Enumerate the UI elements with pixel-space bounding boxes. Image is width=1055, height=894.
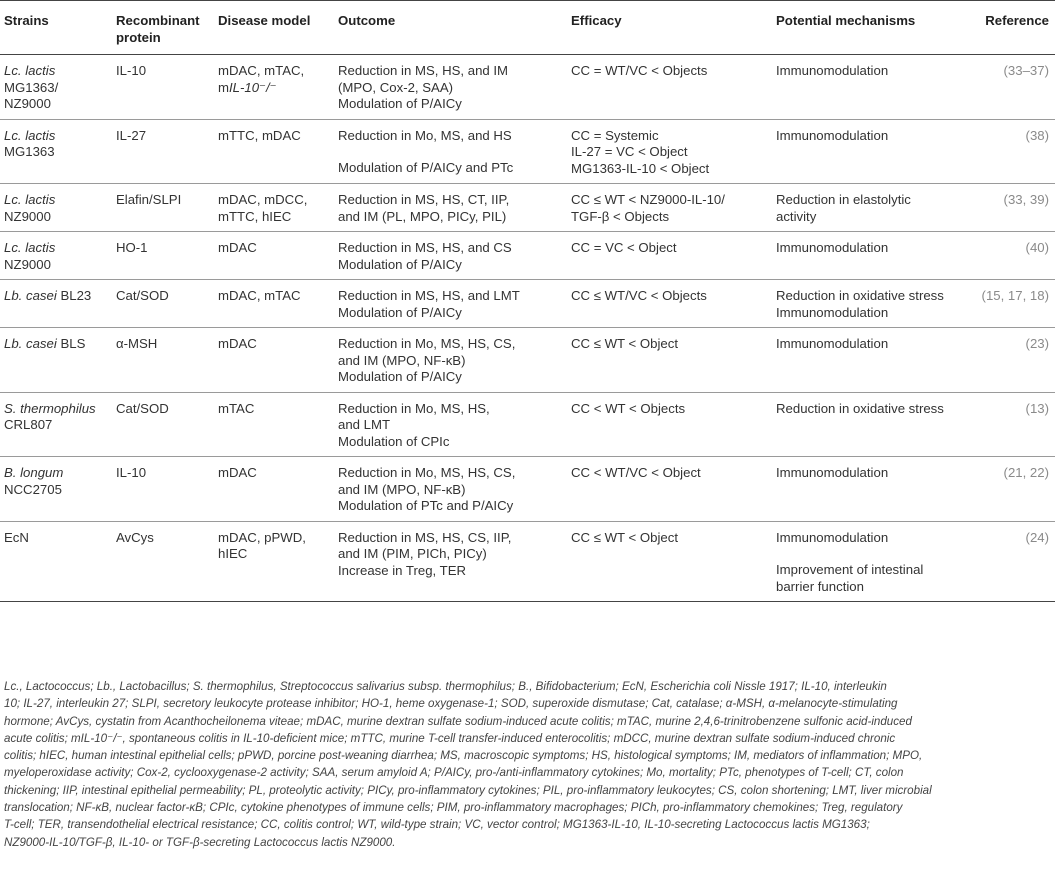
outcome-line: and IM (PL, MPO, PICy, PIL): [338, 208, 507, 224]
efficacy-line: MG1363-IL-10 < Object: [571, 160, 710, 176]
mechanism-line: Reduction in oxidative stress: [776, 288, 944, 303]
protein-line: IL-27: [116, 127, 147, 143]
footnote-line: colitis; hIEC, human intestinal epithelial cells; pPWD, porcine post-weaning diarrhea; MS, macroscopic symptoms; HS, histological symptoms; IM, mediators of inflammation; MPO,: [4, 749, 923, 763]
outcome-cell: [334, 184, 567, 232]
reference-cell: [970, 232, 1055, 280]
footnote-line: myeloperoxidase activity; Cox-2, cyclooxygenase-2 activity; SAA, serum amyloid A; P/AICy, pro-/anti-inflammatory cytokines; Mo, mortality; PTc, phenotypes of T-cell; CT, colon: [4, 766, 904, 780]
table-row: [0, 119, 1055, 184]
reference-cell: [970, 328, 1055, 393]
efficacy-line: CC ≤ WT/VC < Objects: [571, 288, 707, 303]
footnote-line: acute colitis; mIL-10⁻/⁻, spontaneous colitis in IL-10-deficient mice; mTTC, murine T-cell transfer-induced enterocolitis; mDCC, murine dextran sulfate sodium-induced chronic: [4, 731, 896, 745]
mechanism-line: Reduction in elastolytic: [776, 192, 911, 207]
protein-cell: [112, 55, 214, 120]
strain-cell: [0, 280, 112, 328]
outcome-line: Reduction in MS, HS, and CS: [338, 240, 512, 255]
table-footnote: [4, 678, 1049, 851]
outcome-line: Modulation of P/AICy: [338, 96, 462, 111]
mechanism-line: Immunomodulation: [776, 529, 889, 545]
mechanism-cell: [772, 119, 970, 184]
reference-cell: [970, 55, 1055, 120]
header-row: [0, 1, 1055, 55]
efficacy-cell: [567, 119, 772, 184]
protein-cell: [112, 521, 214, 602]
efficacy-line: CC ≤ WT < NZ9000-IL-10/: [571, 192, 725, 207]
outcome-line: and IM (MPO, NF-κB): [338, 352, 466, 368]
mechanism-cell: [772, 184, 970, 232]
strain-line: Lb. casei BL23: [4, 288, 92, 303]
outcome-line: Modulation of PTc and P/AICy: [338, 498, 514, 513]
strain-line: Lc. lactis: [4, 127, 56, 143]
disease-model-cell: [214, 119, 334, 184]
mechanism-cell: [772, 521, 970, 602]
mechanism-cell: [772, 457, 970, 522]
mechanism-line: Immunomodulation: [776, 304, 889, 320]
efficacy-line: CC = Systemic: [571, 127, 659, 143]
footnote-line: thickening; IIP, intestinal epithelial permeability; PL, proteolytic activity; PICy, pro-inflammatory cytokines; PIL, pro-inflammatory leukocytes; CS, colon shortening; LMT, liver microbial: [4, 783, 932, 797]
mechanism-line: barrier function: [776, 578, 864, 594]
disease-model-cell: [214, 521, 334, 602]
disease-model-cell: [214, 184, 334, 232]
reference-line: (15, 17, 18): [981, 288, 1049, 303]
outcome-line: Reduction in Mo, MS, and HS: [338, 127, 512, 143]
efficacy-line: CC ≤ WT < Object: [571, 336, 679, 351]
footnote-line: Lc., Lactococcus; Lb., Lactobacillus; S. thermophilus, Streptococcus salivarius subsp. thermophilus; B., Bifidobacterium; EcN, Escherichia coli Nissle 1917; IL-10, interleukin: [4, 680, 887, 693]
protein-line: IL-10: [116, 465, 147, 480]
outcome-cell: [334, 280, 567, 328]
disease-model-line: mTAC: [218, 400, 255, 416]
table-row: [0, 457, 1055, 522]
disease-model-cell: [214, 55, 334, 120]
disease-model-line: mDAC: [218, 336, 257, 351]
reference-line: (40): [1025, 240, 1049, 255]
disease-model-cell: [214, 328, 334, 393]
table-row: [0, 392, 1055, 457]
disease-model-cell: [214, 280, 334, 328]
disease-model-line: mIL-10⁻/⁻: [218, 79, 277, 95]
strain-line: EcN: [4, 529, 29, 545]
strain-line: Lc. lactis: [4, 192, 56, 207]
protein-line: HO-1: [116, 240, 148, 255]
disease-model-line: mDAC: [218, 240, 257, 255]
header-reference: Reference: [985, 13, 1049, 28]
mechanism-line: Improvement of intestinal: [776, 562, 924, 577]
strain-line: MG1363/: [4, 79, 59, 95]
outcome-line: and IM (PIM, PICh, PICy): [338, 546, 487, 561]
strain-line: B. longum: [4, 465, 64, 480]
footnote-line: T-cell; TER, transendothelial electrical resistance; CC, colitis control; WT, wild-type strain; VC, vector control; MG1363-IL-10, IL-10-secreting Lactococcus lactis MG1363;: [4, 818, 870, 832]
disease-model-cell: [214, 232, 334, 280]
disease-model-line: mDAC, mDCC,: [218, 192, 308, 207]
strain-cell: [0, 184, 112, 232]
footnote-line: NZ9000-IL-10/TGF-β, IL-10- or TGF-β-secreting Lactococcus lactis NZ9000.: [4, 835, 396, 849]
footnote-line: translocation; NF-κB, nuclear factor-κB; CPIc, cytokine phenotypes of immune cells; PIM, pro-inflammatory macrophages; PICh, pro-inflammatory chemokines; Treg, regulatory: [4, 801, 903, 815]
mechanism-cell: [772, 280, 970, 328]
protein-line: AvCys: [116, 529, 154, 545]
header-strains: Strains: [4, 13, 49, 28]
outcome-cell: [334, 119, 567, 184]
protein-cell: [112, 328, 214, 393]
header-recombinant-protein: Recombinant protein: [116, 13, 200, 45]
reference-cell: [970, 457, 1055, 522]
reference-cell: [970, 280, 1055, 328]
footnote-line: 10; IL-27, interleukin 27; SLPI, secretory leukocyte protease inhibitor; HO-1, heme oxygenase-1; SOD, superoxide dismutase; Cat, catalase; α-MSH, α-melanocyte-stimulating: [4, 697, 898, 711]
mechanism-cell: [772, 55, 970, 120]
outcome-line: and LMT: [338, 417, 391, 432]
table-row: [0, 232, 1055, 280]
disease-model-line: mDAC: [218, 465, 257, 480]
outcome-line: Reduction in MS, HS, and IM: [338, 63, 509, 78]
outcome-line: Modulation of CPIc: [338, 433, 450, 449]
outcome-line: Modulation of P/AICy: [338, 304, 462, 320]
outcome-line: Reduction in Mo, MS, HS, CS,: [338, 465, 516, 480]
outcome-line: Reduction in Mo, MS, HS,: [338, 400, 490, 416]
outcome-cell: [334, 392, 567, 457]
disease-model-line: mTTC, mDAC: [218, 127, 301, 143]
disease-model-line: mDAC, mTAC,: [218, 63, 305, 78]
reference-cell: [970, 119, 1055, 184]
protein-line: Elafin/SLPI: [116, 192, 182, 207]
outcome-line: Modulation of P/AICy and PTc: [338, 160, 514, 175]
efficacy-line: CC < WT < Objects: [571, 400, 686, 416]
reference-line: (33, 39): [1003, 192, 1049, 207]
protein-line: Cat/SOD: [116, 288, 169, 303]
outcome-cell: [334, 328, 567, 393]
mechanism-line: Reduction in oxidative stress: [776, 400, 944, 416]
mechanism-line: Immunomodulation: [776, 336, 889, 351]
strain-cell: [0, 55, 112, 120]
outcome-line: Reduction in Mo, MS, HS, CS,: [338, 336, 516, 351]
efficacy-cell: [567, 392, 772, 457]
header-potential-mechanisms: Potential mechanisms: [776, 13, 916, 28]
outcome-line: Modulation of P/AICy: [338, 256, 462, 272]
mechanism-line: Immunomodulation: [776, 127, 889, 143]
reference-line: (23): [1025, 336, 1049, 351]
efficacy-cell: [567, 521, 772, 602]
header-outcome: Outcome: [338, 13, 396, 28]
strain-line: NCC2705: [4, 481, 62, 497]
protein-line: Cat/SOD: [116, 400, 169, 416]
disease-model-line: hIEC: [218, 546, 248, 561]
mechanism-line: Immunomodulation: [776, 63, 889, 78]
strain-line: NZ9000: [4, 256, 51, 272]
outcome-cell: [334, 232, 567, 280]
protein-cell: [112, 119, 214, 184]
reference-cell: [970, 184, 1055, 232]
strain-line: MG1363: [4, 144, 55, 159]
efficacy-line: CC < WT/VC < Object: [571, 465, 701, 480]
outcome-cell: [334, 457, 567, 522]
reference-line: (33–37): [1003, 63, 1049, 78]
mechanism-cell: [772, 328, 970, 393]
table-row: [0, 55, 1055, 120]
outcome-line: Modulation of P/AICy: [338, 369, 462, 384]
mechanism-cell: [772, 392, 970, 457]
strain-cell: [0, 328, 112, 393]
protein-cell: [112, 457, 214, 522]
outcome-line: and IM (MPO, NF-κB): [338, 481, 466, 497]
mechanism-cell: [772, 232, 970, 280]
efficacy-line: TGF-β < Objects: [571, 208, 670, 224]
strain-cell: [0, 521, 112, 602]
efficacy-cell: [567, 280, 772, 328]
reference-cell: [970, 392, 1055, 457]
efficacy-line: CC ≤ WT < Object: [571, 529, 679, 545]
outcome-line: Reduction in MS, HS, and LMT: [338, 288, 520, 303]
efficacy-cell: [567, 328, 772, 393]
strain-line: NZ9000: [4, 208, 51, 224]
strain-line: Lc. lactis: [4, 240, 56, 255]
strain-cell: [0, 457, 112, 522]
protein-cell: [112, 232, 214, 280]
efficacy-cell: [567, 232, 772, 280]
efficacy-cell: [567, 457, 772, 522]
reference-cell: [970, 521, 1055, 602]
protein-cell: [112, 184, 214, 232]
mechanism-line: Immunomodulation: [776, 465, 889, 480]
disease-model-line: mDAC, pPWD,: [218, 529, 306, 545]
reference-line: (24): [1025, 529, 1049, 545]
mechanism-line: Immunomodulation: [776, 240, 889, 255]
header-efficacy: Efficacy: [571, 13, 622, 28]
protein-cell: [112, 392, 214, 457]
strain-cell: [0, 232, 112, 280]
strain-line: NZ9000: [4, 96, 51, 111]
outcome-line: Reduction in MS, HS, CT, IIP,: [338, 192, 510, 207]
efficacy-line: CC = VC < Object: [571, 240, 677, 255]
outcome-cell: [334, 521, 567, 602]
header-disease-model: Disease model: [218, 13, 311, 28]
disease-model-cell: [214, 457, 334, 522]
footnote-line: hormone; AvCys, cystatin from Acanthocheilonema viteae; mDAC, murine dextran sulfate sodium-induced acute colitis; mTAC, murine 2,4,6-trinitrobenzene sulfonic acid-induced: [4, 714, 912, 728]
protein-line: IL-10: [116, 63, 147, 78]
disease-model-line: mTTC, hIEC: [218, 208, 292, 224]
strain-line: Lc. lactis: [4, 63, 56, 78]
table-row: [0, 521, 1055, 602]
strain-line: CRL807: [4, 417, 53, 432]
strain-cell: [0, 119, 112, 184]
outcome-line: Reduction in MS, HS, CS, IIP,: [338, 529, 512, 545]
efficacy-cell: [567, 55, 772, 120]
table-row: [0, 184, 1055, 232]
strain-cell: [0, 392, 112, 457]
outcome-line: Increase in Treg, TER: [338, 562, 467, 578]
mechanism-line: activity: [776, 208, 817, 224]
strain-line: S. thermophilus: [4, 400, 96, 416]
strain-line: Lb. casei BLS: [4, 336, 86, 351]
outcome-cell: [334, 55, 567, 120]
reference-line: (13): [1025, 400, 1049, 416]
reference-line: (21, 22): [1003, 465, 1049, 480]
efficacy-line: IL-27 = VC < Object: [571, 144, 688, 159]
disease-model-cell: [214, 392, 334, 457]
table-row: [0, 280, 1055, 328]
efficacy-cell: [567, 184, 772, 232]
efficacy-line: CC = WT/VC < Objects: [571, 63, 708, 78]
protein-cell: [112, 280, 214, 328]
table-row: [0, 328, 1055, 393]
protein-line: α-MSH: [116, 336, 158, 351]
outcome-line: (MPO, Cox-2, SAA): [338, 79, 454, 95]
reference-line: (38): [1025, 127, 1049, 143]
disease-model-line: mDAC, mTAC: [218, 288, 301, 303]
